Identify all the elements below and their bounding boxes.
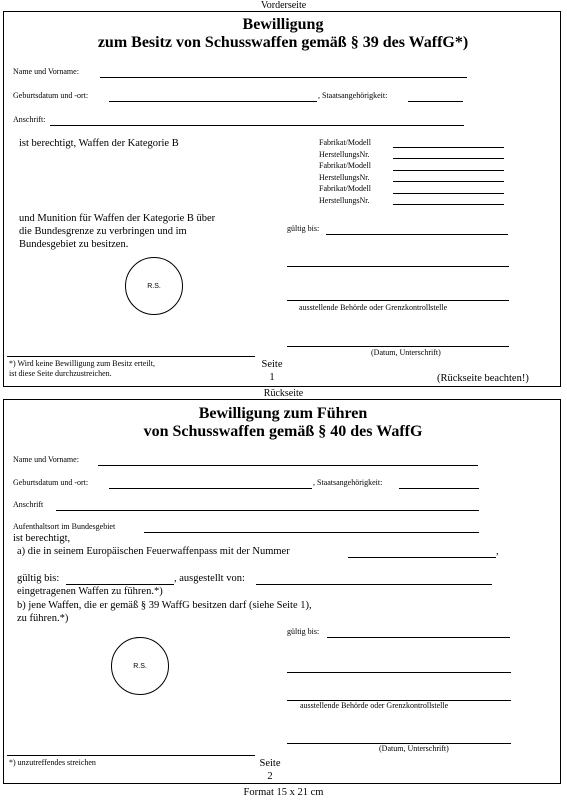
back-nationality-label: , Staatsangehörigkeit: xyxy=(313,478,383,487)
back-title-line2: von Schusswaffen gemäß § 40 des WaffG xyxy=(143,423,423,440)
front-nationality-field[interactable] xyxy=(408,101,463,102)
back-extra-line[interactable] xyxy=(287,672,511,673)
back-date-signature-label: (Datum, Unterschrift) xyxy=(379,744,449,753)
back-issued-by-label: , ausgestellt von: xyxy=(174,573,245,584)
back-item-b-line2: zu führen.*) xyxy=(17,613,69,624)
back-item-b xyxy=(17,599,312,625)
back-nationality-field[interactable] xyxy=(399,488,479,489)
front-ammo-line1: und Munition für Waffen der Kategorie B über xyxy=(19,213,216,224)
front-weapon-line-2[interactable] xyxy=(393,170,504,171)
front-title-line1: Bewilligung xyxy=(242,16,324,33)
back-birth-label: Geburtsdatum und -ort: xyxy=(13,478,89,487)
front-weapon-field-0: Fabrikat/Modell xyxy=(319,138,371,147)
front-ammo-line3: Bundesgebiet zu besitzen. xyxy=(19,239,129,250)
front-authorized-text: ist berechtigt, Waffen der Kategorie B xyxy=(19,138,179,149)
back-passport-comma: , xyxy=(496,546,499,557)
front-authority-label: ausstellende Behörde oder Grenzkontrollstelle xyxy=(299,303,448,312)
back-page-indicator xyxy=(250,757,290,783)
back-registered-text: eingetragenen Waffen zu führen.*) xyxy=(17,586,163,597)
front-weapon-line-1[interactable] xyxy=(393,158,504,159)
back-address-label: Anschrift xyxy=(13,500,44,509)
back-valid-label: gültig bis: xyxy=(287,627,320,636)
format-label: Format 15 x 21 cm xyxy=(243,787,324,798)
front-name-field[interactable] xyxy=(100,77,467,78)
front-seal-label: R.S. xyxy=(147,282,161,290)
front-authority-line[interactable] xyxy=(287,300,509,301)
front-nationality-label: , Staatsangehörigkeit: xyxy=(318,91,388,100)
front-ammo-line2: die Bundesgrenze zu verbringen und im xyxy=(19,226,187,237)
back-footnote-rule xyxy=(7,755,255,756)
front-valid-field[interactable] xyxy=(326,234,508,235)
back-page-number: 2 xyxy=(267,771,273,782)
front-date-signature-label: (Datum, Unterschrift) xyxy=(371,348,441,357)
front-valid-label: gültig bis: xyxy=(287,224,320,233)
back-panel xyxy=(3,399,561,784)
front-page-label: Seite xyxy=(261,359,283,370)
front-footnote xyxy=(9,359,155,379)
front-panel xyxy=(3,11,561,387)
back-valid-field-a[interactable] xyxy=(66,584,174,585)
front-seal-circle xyxy=(125,257,183,315)
front-weapon-line-0[interactable] xyxy=(393,147,504,148)
front-weapon-field-2: Fabrikat/Modell xyxy=(319,161,371,170)
front-side-label: Vorderseite xyxy=(260,0,307,11)
back-passport-number-field[interactable] xyxy=(348,557,496,558)
back-name-label: Name und Vorname: xyxy=(13,455,79,464)
front-see-back: (Rückseite beachten!) xyxy=(437,373,529,384)
back-seal-label: R.S. xyxy=(133,662,147,670)
front-footnote-line2: ist diese Seite durchzustreichen. xyxy=(9,369,112,378)
front-page-number: 1 xyxy=(269,372,275,383)
front-footnote-rule xyxy=(7,356,255,357)
back-authority-label: ausstellende Behörde oder Grenzkontrollstelle xyxy=(300,701,449,710)
back-residence-field[interactable] xyxy=(144,532,479,533)
front-ammo-text xyxy=(19,212,215,251)
front-extra-line[interactable] xyxy=(287,266,509,267)
back-issued-by-field[interactable] xyxy=(256,584,492,585)
back-birth-field[interactable] xyxy=(109,488,312,489)
front-birth-field[interactable] xyxy=(109,101,317,102)
front-weapon-field-3: HerstellungsNr. xyxy=(319,172,370,182)
front-title-line2: zum Besitz von Schusswaffen gemäß § 39 des WaffG*) xyxy=(97,34,469,51)
front-weapon-field-4: Fabrikat/Modell xyxy=(319,184,371,193)
front-footnote-line1: *) Wird keine Bewilligung zum Besitz erteilt, xyxy=(9,359,155,368)
back-title-line1: Bewilligung zum Führen xyxy=(198,405,368,422)
front-weapon-line-5[interactable] xyxy=(393,204,504,205)
front-address-field[interactable] xyxy=(50,125,464,126)
back-valid-label-a: gültig bis: xyxy=(17,573,60,584)
back-authorized-text: ist berechtigt, xyxy=(13,533,71,544)
front-weapon-field-1: HerstellungsNr. xyxy=(319,149,370,159)
front-page-indicator xyxy=(252,358,292,384)
back-item-a-text: a) die in seinem Europäischen Feuerwaffenpass mit der Nummer xyxy=(17,546,290,557)
back-item-b-line1: b) jene Waffen, die er gemäß § 39 WaffG besitzen darf (siehe Seite 1), xyxy=(17,600,312,611)
front-weapon-line-4[interactable] xyxy=(393,193,504,194)
back-address-field[interactable] xyxy=(56,510,479,511)
back-residence-label: Aufenthaltsort im Bundesgebiet xyxy=(13,522,116,531)
back-seal-circle xyxy=(111,637,169,695)
front-weapon-fields xyxy=(319,137,371,206)
front-address-label: Anschrift: xyxy=(13,115,46,124)
front-name-label: Name und Vorname: xyxy=(13,67,79,76)
back-side-label: Rückseite xyxy=(263,388,304,399)
front-date-line[interactable] xyxy=(287,346,509,347)
back-page-label: Seite xyxy=(259,758,281,769)
back-footnote: *) unzutreffendes streichen xyxy=(9,758,96,767)
back-name-field[interactable] xyxy=(98,465,478,466)
front-birth-label: Geburtsdatum und -ort: xyxy=(13,91,89,100)
back-valid-field[interactable] xyxy=(327,637,510,638)
front-weapon-line-3[interactable] xyxy=(393,181,504,182)
front-weapon-field-5: HerstellungsNr. xyxy=(319,195,370,205)
